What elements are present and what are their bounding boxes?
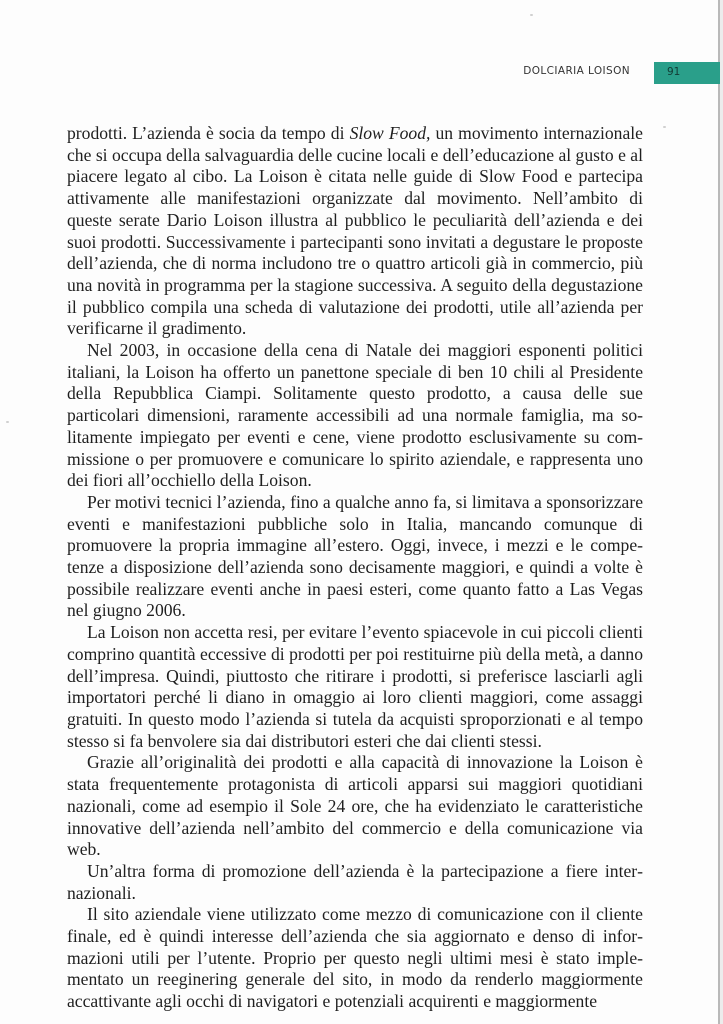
body-text bbox=[67, 123, 643, 1013]
paragraph: Un’altra forma di promozione dell’azienda è la partecipazione a fiere internazionali. bbox=[67, 860, 643, 903]
running-head bbox=[0, 62, 723, 84]
paragraph-text: un movimento internazionale che si occupa della salvaguardia delle cucine locali e dell’educazione al gusto e al piacere legato al cibo. La Loison è citata nelle guide di Slow Food e partecipa attivamente alle manifestazioni organizzate dal movimento. Nell’ambito di queste serate Dario Loison illustra al pubblico le peculiarità dell’azienda e dei suoi prodotti. Successivamente i partecipanti sono invitati a degustare le proposte dell’azienda, che di norma includono tre o quattro articoli già in commercio, più una novità in programma per la stagione successiva. A seguito della degustazione il pubblico compila una scheda di valutazione dei prodotti, utile all’azienda per verificarne il gradimento. bbox=[67, 123, 643, 339]
page-number-tab bbox=[654, 62, 720, 84]
scan-speck bbox=[663, 126, 666, 128]
page-edge bbox=[718, 0, 720, 1024]
scan-speck bbox=[6, 421, 9, 423]
paragraph: Nel 2003, in occasione della cena di Natale dei maggiori esponenti politici italiani, la Loison ha offerto un panettone speciale di ben 10 chili al Presidente della Repubblica Ciampi. Solitamente questo prodotto, a causa delle sue particolari dimensioni, raramente accessibili ad una normale famiglia, ma solitamente impiegato per eventi e cene, viene prodotto esclusivamente su commissione o per promuovere e comunicare lo spirito aziendale, e rappresenta uno dei fiori all’occhiello della Loison. bbox=[67, 340, 643, 491]
paragraph bbox=[67, 123, 643, 340]
scan-speck bbox=[530, 14, 533, 16]
paragraph: La Loison non accetta resi, per evitare l’evento spiacevole in cui piccoli clienti comprino quantità eccessive di prodotti per poi restituirne più della metà, a danno dell’impresa. Quindi, piuttosto che ritirare i prodotti, si preferisce lasciarli agli importatori perché li diano in omaggio ai loro clienti maggiori, come assaggi gratuiti. In questo modo l’azienda si tutela da acquisti sproporzionati e al tempo stesso si fa benvolere sia dai distributori esteri che dai clienti stessi. bbox=[67, 622, 643, 751]
paragraph: Per motivi tecnici l’azienda, fino a qualche anno fa, si limitava a sponsorizzare eventi e manifestazioni pubbliche solo in Italia, mancando comunque di promuovere la propria immagine all’estero. Oggi, invece, i mezzi e le competenze a disposizione dell’azienda sono decisamente maggiori, e quindi a volte è possibile realizzare eventi anche in paesi esteri, come quanto fatto a Las Vegas nel giugno 2006. bbox=[67, 491, 643, 621]
running-title: DOLCIARIA LOISON bbox=[523, 65, 630, 77]
paragraph-text: prodotti. L’azienda è socia da tempo di bbox=[67, 123, 350, 143]
page-number: 91 bbox=[667, 66, 681, 78]
paragraph: Il sito aziendale viene utilizzato come mezzo di comunicazione con il cliente finale, ed è quindi interesse dell’azienda che sia aggiornato e denso di informazioni utili per l’utente. Proprio per questo negli ultimi mesi è stato implementato un reeginering generale del sito, in modo da renderlo maggiormente accattivante agli occhi di navigatori e potenziali acquirenti e maggiormente bbox=[67, 904, 643, 1012]
italic-term: Slow Food, bbox=[349, 123, 431, 143]
paragraph: Grazie all’originalità dei prodotti e alla capacità di innovazione la Loison è stata frequentemente protagonista di articoli apparsi sui maggiori quotidiani nazionali, come ad esempio il Sole 24 ore, che ha evidenziato le caratteristiche innovative dell’azienda nell’ambito del commercio e della comunicazione via web. bbox=[67, 752, 643, 860]
